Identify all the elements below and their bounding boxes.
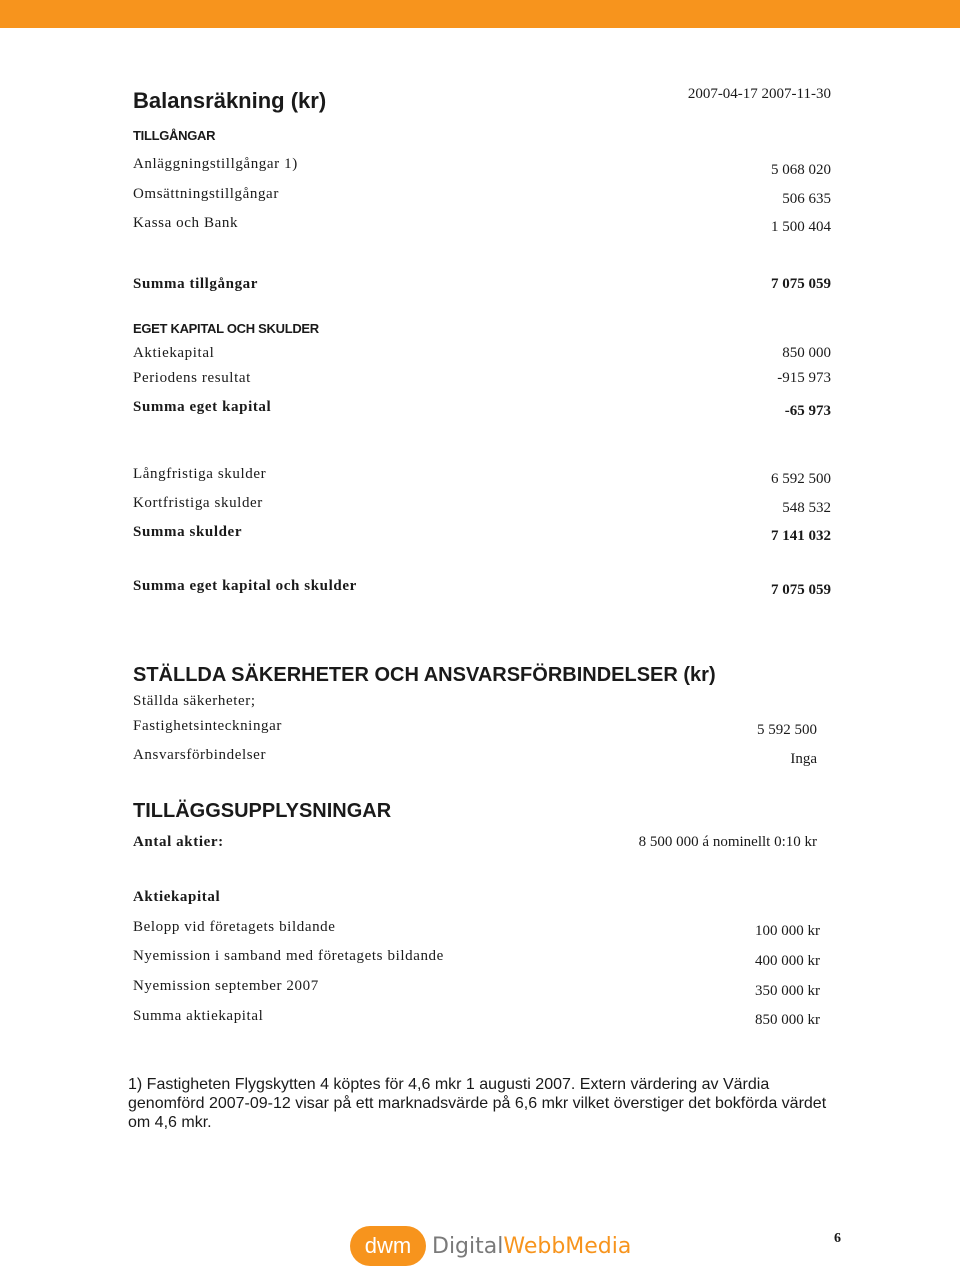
pledged-value-2: Inga <box>790 751 817 767</box>
capital-label-2: Nyemission i samband med företagets bildande <box>133 948 444 964</box>
supplementary-heading: TILLÄGGSUPPLYSNINGAR <box>133 800 392 822</box>
equity-label-1: Aktiekapital <box>133 345 215 361</box>
capital-value-4: 850 000 kr <box>755 1012 820 1028</box>
liabilities-total-value: 7 141 032 <box>771 528 831 544</box>
equity-value-2: -915 973 <box>777 370 831 386</box>
shares-value: 8 500 000 á nominellt 0:10 kr <box>638 834 817 850</box>
assets-total-value: 7 075 059 <box>771 276 831 292</box>
asset-label-1: Anläggningstillgångar 1) <box>133 156 298 172</box>
period-label: 2007-04-17 2007-11-30 <box>687 86 831 102</box>
page-title: Balansräkning (kr) <box>133 88 327 113</box>
liability-value-1: 6 592 500 <box>771 471 831 487</box>
asset-label-2: Omsättningstillgångar <box>133 186 279 202</box>
asset-value-1: 5 068 020 <box>771 162 831 178</box>
top-accent-bar <box>0 0 960 28</box>
equity-total-label: Summa eget kapital <box>133 399 272 415</box>
logo-mark: dwm <box>350 1226 426 1266</box>
asset-value-2: 506 635 <box>782 191 831 207</box>
logo-wordmark <box>432 1234 631 1259</box>
pledged-label-1: Fastighetsinteckningar <box>133 718 283 734</box>
asset-label-3: Kassa och Bank <box>133 215 239 231</box>
equity-heading: EGET KAPITAL OCH SKULDER <box>133 321 319 336</box>
liability-label-1: Långfristiga skulder <box>133 466 267 482</box>
shares-label: Antal aktier: <box>133 834 224 850</box>
pledged-value-1: 5 592 500 <box>757 722 817 738</box>
capital-value-2: 400 000 kr <box>755 953 820 969</box>
capital-label-1: Belopp vid företagets bildande <box>133 919 336 935</box>
equity-total-value: -65 973 <box>784 403 831 419</box>
assets-heading: TILLGÅNGAR <box>133 128 216 143</box>
page-number: 6 <box>834 1231 841 1246</box>
liability-value-2: 548 532 <box>782 500 831 516</box>
pledged-sub: Ställda säkerheter; <box>133 693 256 709</box>
pledged-label-2: Ansvarsförbindelser <box>133 747 267 763</box>
liabilities-total-label: Summa skulder <box>133 524 243 540</box>
grand-total-label: Summa eget kapital och skulder <box>133 578 357 594</box>
equity-label-2: Periodens resultat <box>133 370 251 386</box>
assets-total-label: Summa tillgångar <box>133 276 259 292</box>
share-capital-heading: Aktiekapital <box>133 889 221 905</box>
logo-text-webbmedia: WebbMedia <box>503 1233 632 1259</box>
footnote: 1) Fastigheten Flygskytten 4 köptes för 4,6 mkr 1 augusti 2007. Extern värdering av Värdia genomförd 2007-09-12 visar på ett marknadsvärde på 6,6 mkr vilket överstiger det bokförda värdet om 4,6 mkr. <box>128 1076 827 1131</box>
capital-value-1: 100 000 kr <box>755 923 820 939</box>
liability-label-2: Kortfristiga skulder <box>133 495 263 511</box>
grand-total-value: 7 075 059 <box>771 582 831 598</box>
pledged-heading: STÄLLDA SÄKERHETER OCH ANSVARSFÖRBINDELSER (kr) <box>133 664 716 686</box>
capital-label-3: Nyemission september 2007 <box>133 978 319 994</box>
equity-value-1: 850 000 <box>782 345 831 361</box>
capital-value-3: 350 000 kr <box>755 983 820 999</box>
asset-value-3: 1 500 404 <box>771 219 831 235</box>
capital-label-4: Summa aktiekapital <box>133 1008 264 1024</box>
logo-text-digital: Digital <box>432 1233 504 1259</box>
dwm-logo <box>350 1226 631 1266</box>
